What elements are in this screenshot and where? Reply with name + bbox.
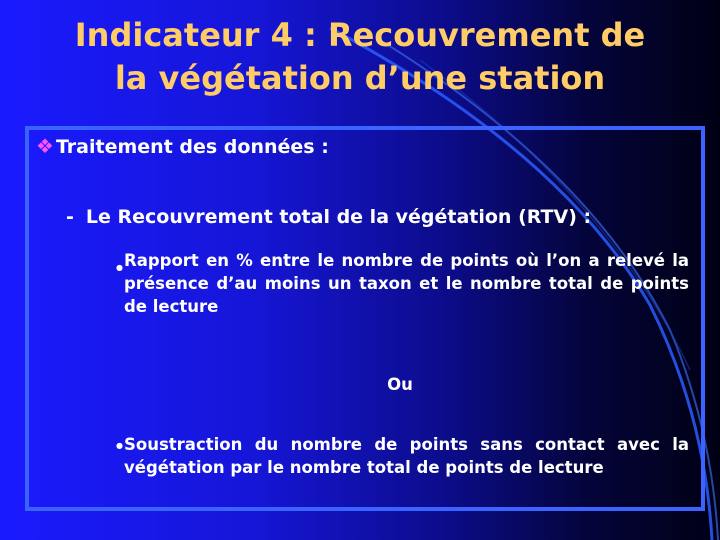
- section-heading-row: [36, 132, 329, 161]
- slide-title: [30, 14, 690, 100]
- section-heading: Traitement des données :: [55, 136, 329, 158]
- title-line-2: la végétation d’une station: [114, 59, 606, 97]
- separator-ou: Ou: [387, 375, 413, 394]
- title-line-1: Indicateur 4 : Recouvrement de: [74, 16, 646, 54]
- subheading-row: [66, 202, 591, 232]
- bullet-text-2: Soustraction du nombre de points sans contact avec la végétation par le nombre total de points de lecture: [124, 435, 689, 477]
- bullet-text-1: Rapport en % entre le nombre de points où l’on a relevé la présence d’au moins un taxon et le nombre total de points de lecture: [124, 251, 689, 316]
- bullet-dot-icon: ●: [116, 441, 123, 450]
- bullet-dot-icon: ●: [116, 263, 123, 272]
- diamond-cluster-icon: ❖: [36, 134, 54, 158]
- dash-marker: -: [66, 206, 74, 228]
- subheading: Le Recouvrement total de la végétation (RTV) :: [85, 206, 592, 228]
